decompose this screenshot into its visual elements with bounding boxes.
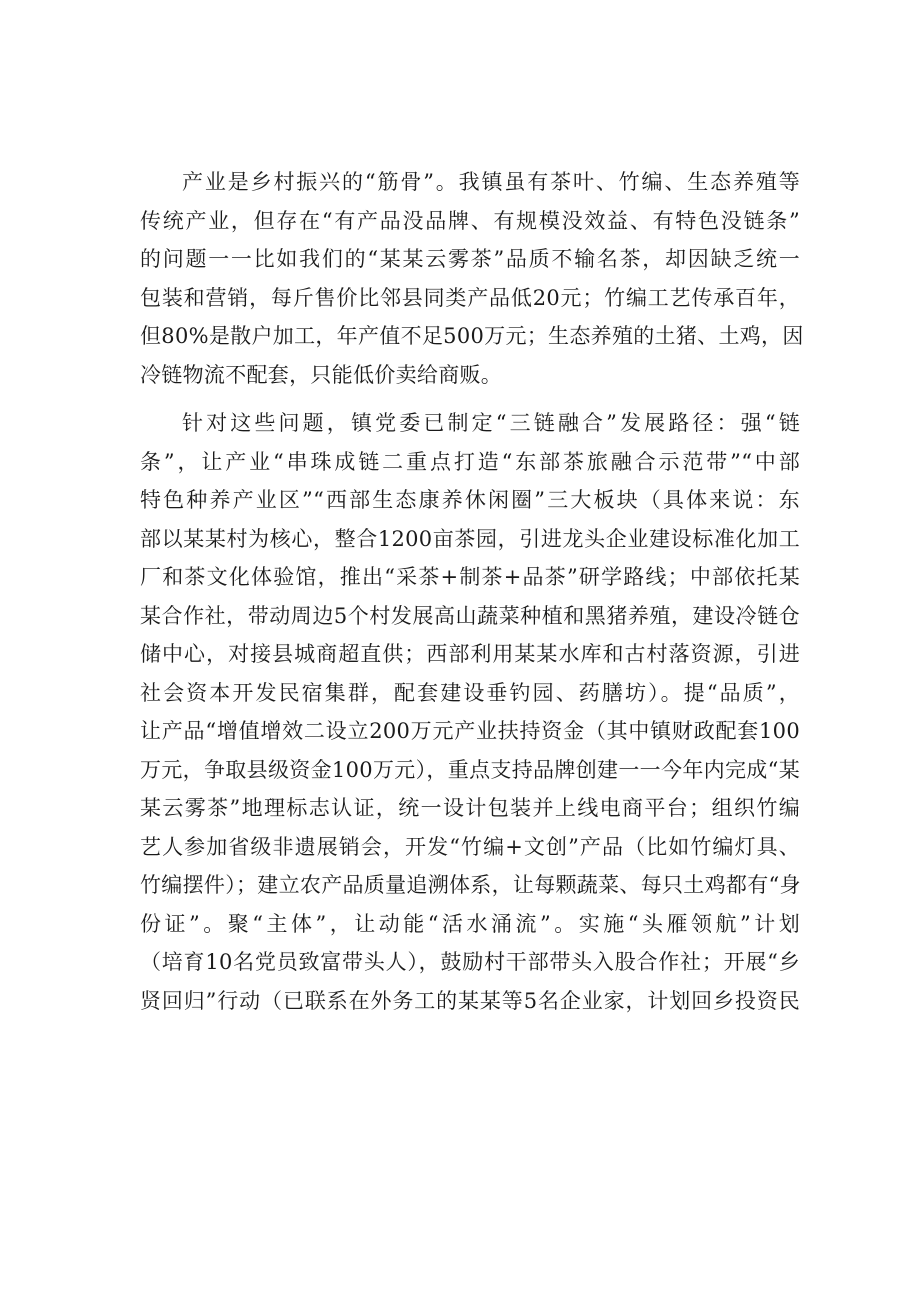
paragraph-line: 针对这些问题，镇党委已制定“三链融合”发展路径：强“链 [182, 411, 800, 435]
paragraph-industry-backbone [140, 163, 804, 394]
paragraph-line: 条”，让产业“串珠成链二重点打造“东部茶旅融合示范带”“中部 [140, 449, 800, 474]
paragraph-line: 的问题一一比如我们的“某某云雾茶”品质不输名茶，却因缺乏统一 [140, 247, 800, 271]
paragraph-line: 储中心，对接县城商超直供；西部利用某某水库和古村落资源，引进 [140, 642, 800, 666]
paragraph-line: 某合作社，带动周边5个村发展高山蔬菜种植和黑猪养殖，建设冷链仓 [140, 603, 800, 628]
paragraph-line: 传统产业，但存在“有产品没品牌、有规模没效益、有特色没链条” [140, 208, 800, 233]
paragraph-line: 社会资本开发民宿集群，配套建设垂钓园、药膳坊）。提“品质”， [140, 680, 800, 705]
paragraph-line: 贤回归”行动（已联系在外务工的某某等5名企业家，计划回乡投资民 [140, 988, 800, 1013]
paragraph-line: 特色种养产业区”“西部生态康养休闲圈”三大板块（具体来说：东 [140, 488, 800, 512]
paragraph-line: 冷链物流不配套，只能低价卖给商贩。 [140, 362, 503, 387]
paragraph-line: 厂和茶文化体验馆，推出“采茶+制茶+品茶”研学路线；中部依托某 [140, 565, 800, 589]
paragraph-line: 部以某某村为核心，整合1200亩茶园，引进龙头企业建设标准化加工 [140, 526, 800, 551]
paragraph-line: 份证”。聚“主体”，让动能“活水涌流”。实施“头雁领航”计划 [140, 911, 800, 936]
paragraph-line: 竹编摆件）；建立农产品质量追溯体系，让每颗蔬菜、每只土鸡都有“身 [140, 873, 801, 897]
paragraph-line: 万元，争取县级资金100万元），重点支持品牌创建一一今年内完成“某 [140, 757, 800, 782]
paragraph-line: 艺人参加省级非遗展销会，开发“竹编+文创”产品（比如竹编灯具、 [140, 834, 800, 859]
paragraph-line: 包装和营销，每斤售价比邻县同类产品低20元；竹编工艺传承百年， [140, 285, 800, 310]
paragraph-line: 但80%是散户加工，年产值不足500万元；生态养殖的土猪、土鸡，因 [140, 324, 804, 348]
paragraph-line: 让产品“增值增效二设立200万元产业扶持资金（其中镇财政配套100 [140, 719, 800, 743]
paragraph-line: 产业是乡村振兴的“筋骨”。我镇虽有茶叶、竹编、生态养殖等 [182, 170, 800, 194]
paragraph-line: 某云雾茶”地理标志认证，统一设计包装并上线电商平台；组织竹编 [140, 796, 800, 820]
paragraph-three-chain-integration [140, 404, 800, 1020]
paragraph-line: （培育10名党员致富带头人），鼓励村干部带头入股合作社；开展“乡 [140, 950, 800, 974]
